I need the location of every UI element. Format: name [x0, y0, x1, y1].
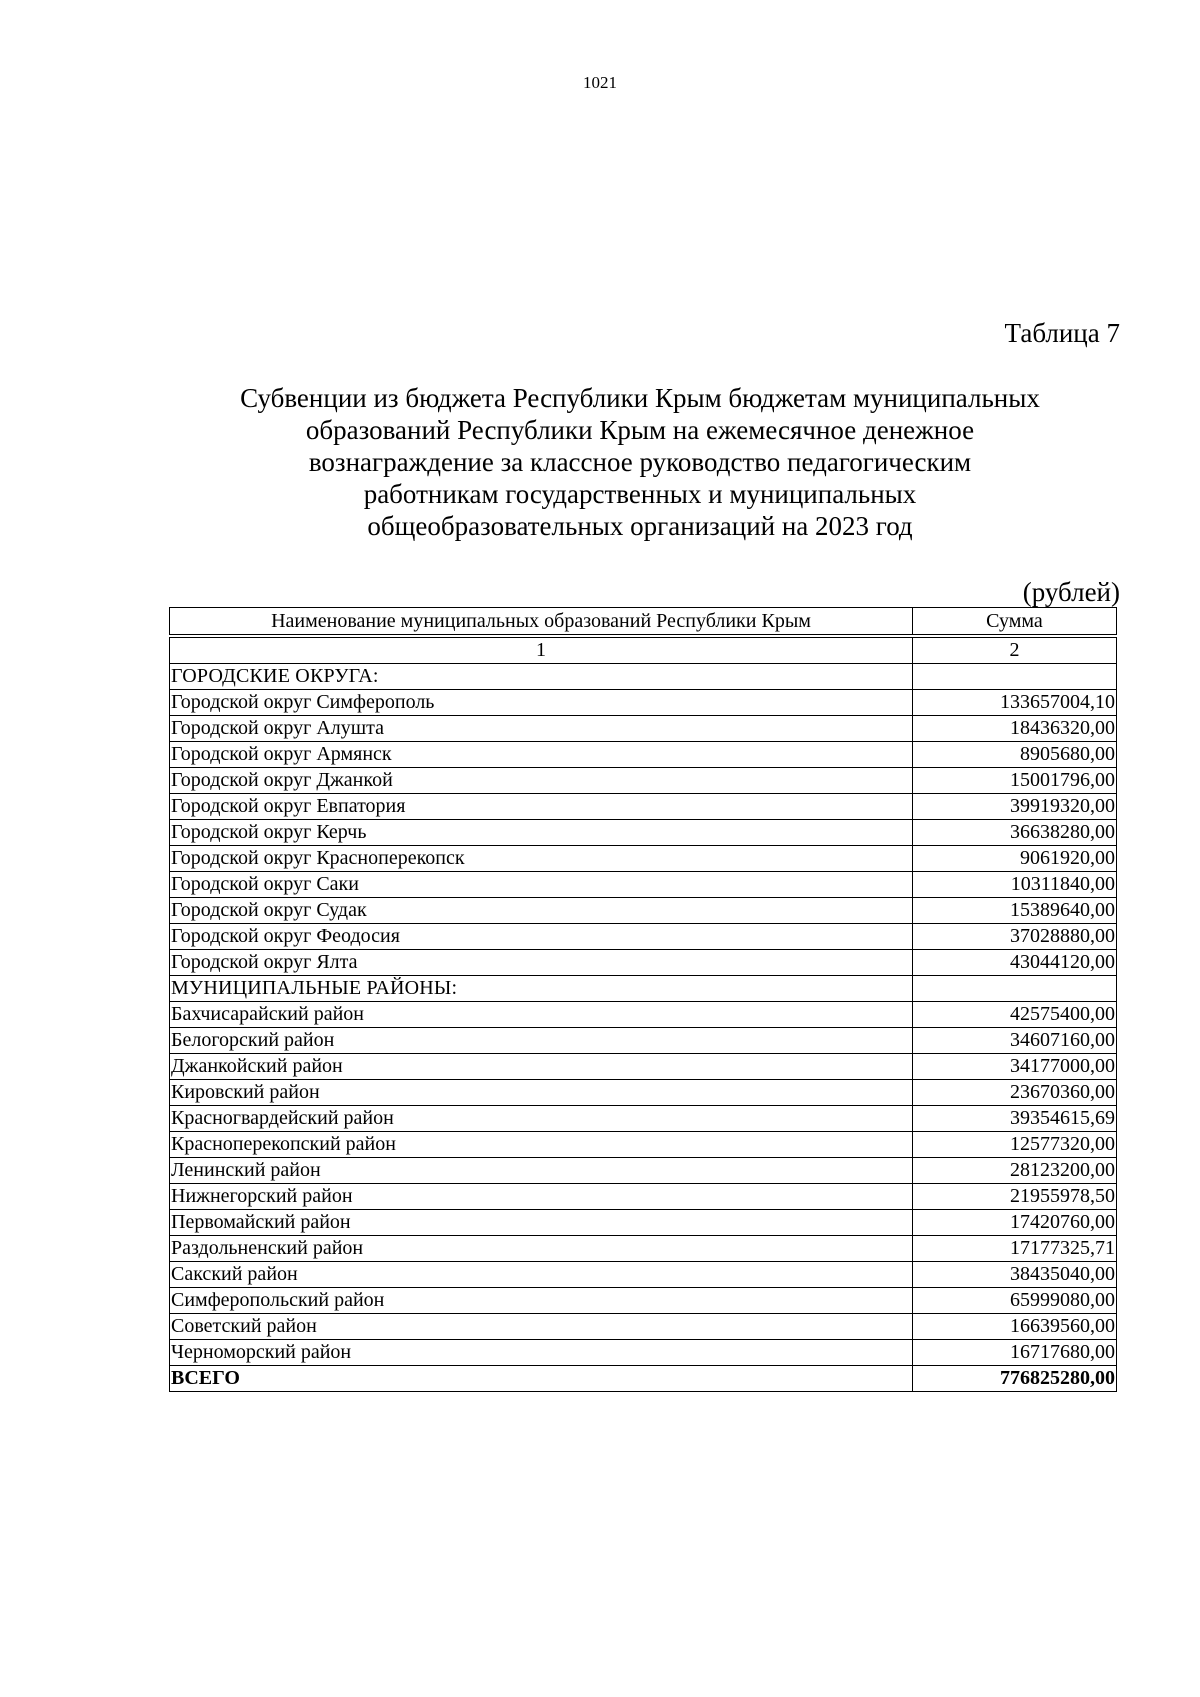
municipality-name: Городской округ Саки: [170, 872, 913, 898]
column-number-1: 1: [170, 636, 913, 664]
municipality-name: Сакский район: [170, 1262, 913, 1288]
subvention-table: [169, 607, 1117, 1392]
municipality-name: Городской округ Керчь: [170, 820, 913, 846]
municipality-name: Городской округ Джанкой: [170, 768, 913, 794]
total-label: ВСЕГО: [170, 1366, 913, 1392]
table-row: [170, 664, 1117, 690]
municipality-name: Ленинский район: [170, 1158, 913, 1184]
table-row: [170, 1132, 1117, 1158]
table-row: [170, 1106, 1117, 1132]
table-row: [170, 846, 1117, 872]
title-line: Субвенции из бюджета Республики Крым бюджетам муниципальных: [240, 383, 1040, 413]
municipality-name: Городской округ Ялта: [170, 950, 913, 976]
table-row: [170, 1340, 1117, 1366]
municipality-name: Городской округ Евпатория: [170, 794, 913, 820]
amount-cell: 65999080,00: [913, 1288, 1117, 1314]
column-number-row: [170, 636, 1117, 664]
total-amount: 776825280,00: [913, 1366, 1117, 1392]
amount-cell: 15001796,00: [913, 768, 1117, 794]
municipality-name: Городской округ Симферополь: [170, 690, 913, 716]
table-row: [170, 872, 1117, 898]
amount-cell: [913, 664, 1117, 690]
page-number: 1021: [583, 73, 617, 92]
header-sum-column: Сумма: [913, 608, 1117, 637]
municipality-name: Кировский район: [170, 1080, 913, 1106]
table-row: [170, 1262, 1117, 1288]
title-line: вознаграждение за классное руководство педагогическим: [308, 447, 972, 477]
table-row: [170, 898, 1117, 924]
document-title: [160, 382, 1120, 542]
amount-cell: 28123200,00: [913, 1158, 1117, 1184]
table-row: [170, 1028, 1117, 1054]
municipality-name: Городской округ Феодосия: [170, 924, 913, 950]
amount-cell: 16639560,00: [913, 1314, 1117, 1340]
table-row: [170, 794, 1117, 820]
municipality-name: Раздольненский район: [170, 1236, 913, 1262]
title-line: общеобразовательных организаций на 2023 год: [367, 511, 913, 541]
amount-cell: 17177325,71: [913, 1236, 1117, 1262]
municipality-name: Бахчисарайский район: [170, 1002, 913, 1028]
amount-cell: 34177000,00: [913, 1054, 1117, 1080]
table-row: [170, 1288, 1117, 1314]
table-row: [170, 1158, 1117, 1184]
table-row: [170, 1080, 1117, 1106]
table-header-row: [170, 608, 1117, 637]
table-row: [170, 690, 1117, 716]
amount-cell: 8905680,00: [913, 742, 1117, 768]
amount-cell: 16717680,00: [913, 1340, 1117, 1366]
amount-cell: 42575400,00: [913, 1002, 1117, 1028]
amount-cell: 17420760,00: [913, 1210, 1117, 1236]
municipality-name: Черноморский район: [170, 1340, 913, 1366]
table-row: [170, 1054, 1117, 1080]
amount-cell: 15389640,00: [913, 898, 1117, 924]
amount-cell: 39354615,69: [913, 1106, 1117, 1132]
municipality-name: Городской округ Судак: [170, 898, 913, 924]
municipality-name: Советский район: [170, 1314, 913, 1340]
table-label: Таблица 7: [1004, 318, 1120, 348]
municipality-name: Красноперекопский район: [170, 1132, 913, 1158]
total-row: [170, 1366, 1117, 1392]
table-row: [170, 976, 1117, 1002]
amount-cell: 10311840,00: [913, 872, 1117, 898]
amount-cell: 21955978,50: [913, 1184, 1117, 1210]
section-heading: ГОРОДСКИЕ ОКРУГА:: [170, 664, 913, 690]
table-row: [170, 1210, 1117, 1236]
table-row: [170, 924, 1117, 950]
table-row: [170, 1002, 1117, 1028]
municipality-name: Джанкойский район: [170, 1054, 913, 1080]
amount-cell: 37028880,00: [913, 924, 1117, 950]
title-line: работникам государственных и муниципальных: [363, 479, 917, 509]
table-row: [170, 768, 1117, 794]
amount-cell: 12577320,00: [913, 1132, 1117, 1158]
table-row: [170, 1314, 1117, 1340]
header-name-column: Наименование муниципальных образований Республики Крым: [170, 608, 913, 637]
table-row: [170, 1184, 1117, 1210]
section-heading: МУНИЦИПАЛЬНЫЕ РАЙОНЫ:: [170, 976, 913, 1002]
municipality-name: Красногвардейский район: [170, 1106, 913, 1132]
municipality-name: Белогорский район: [170, 1028, 913, 1054]
table-row: [170, 716, 1117, 742]
table-row: [170, 820, 1117, 846]
municipality-name: Симферопольский район: [170, 1288, 913, 1314]
amount-cell: 34607160,00: [913, 1028, 1117, 1054]
table-row: [170, 742, 1117, 768]
amount-cell: 38435040,00: [913, 1262, 1117, 1288]
municipality-name: Городской округ Красноперекопск: [170, 846, 913, 872]
amount-cell: [913, 976, 1117, 1002]
amount-cell: 9061920,00: [913, 846, 1117, 872]
amount-cell: 18436320,00: [913, 716, 1117, 742]
municipality-name: Нижнегорский район: [170, 1184, 913, 1210]
municipality-name: Городской округ Алушта: [170, 716, 913, 742]
unit-label: (рублей): [1022, 577, 1120, 607]
amount-cell: 36638280,00: [913, 820, 1117, 846]
table-row: [170, 1236, 1117, 1262]
municipality-name: Первомайский район: [170, 1210, 913, 1236]
municipality-name: Городской округ Армянск: [170, 742, 913, 768]
amount-cell: 39919320,00: [913, 794, 1117, 820]
title-line: образований Республики Крым на ежемесячное денежное: [305, 415, 975, 445]
amount-cell: 133657004,10: [913, 690, 1117, 716]
amount-cell: 43044120,00: [913, 950, 1117, 976]
column-number-2: 2: [913, 636, 1117, 664]
table-row: [170, 950, 1117, 976]
amount-cell: 23670360,00: [913, 1080, 1117, 1106]
